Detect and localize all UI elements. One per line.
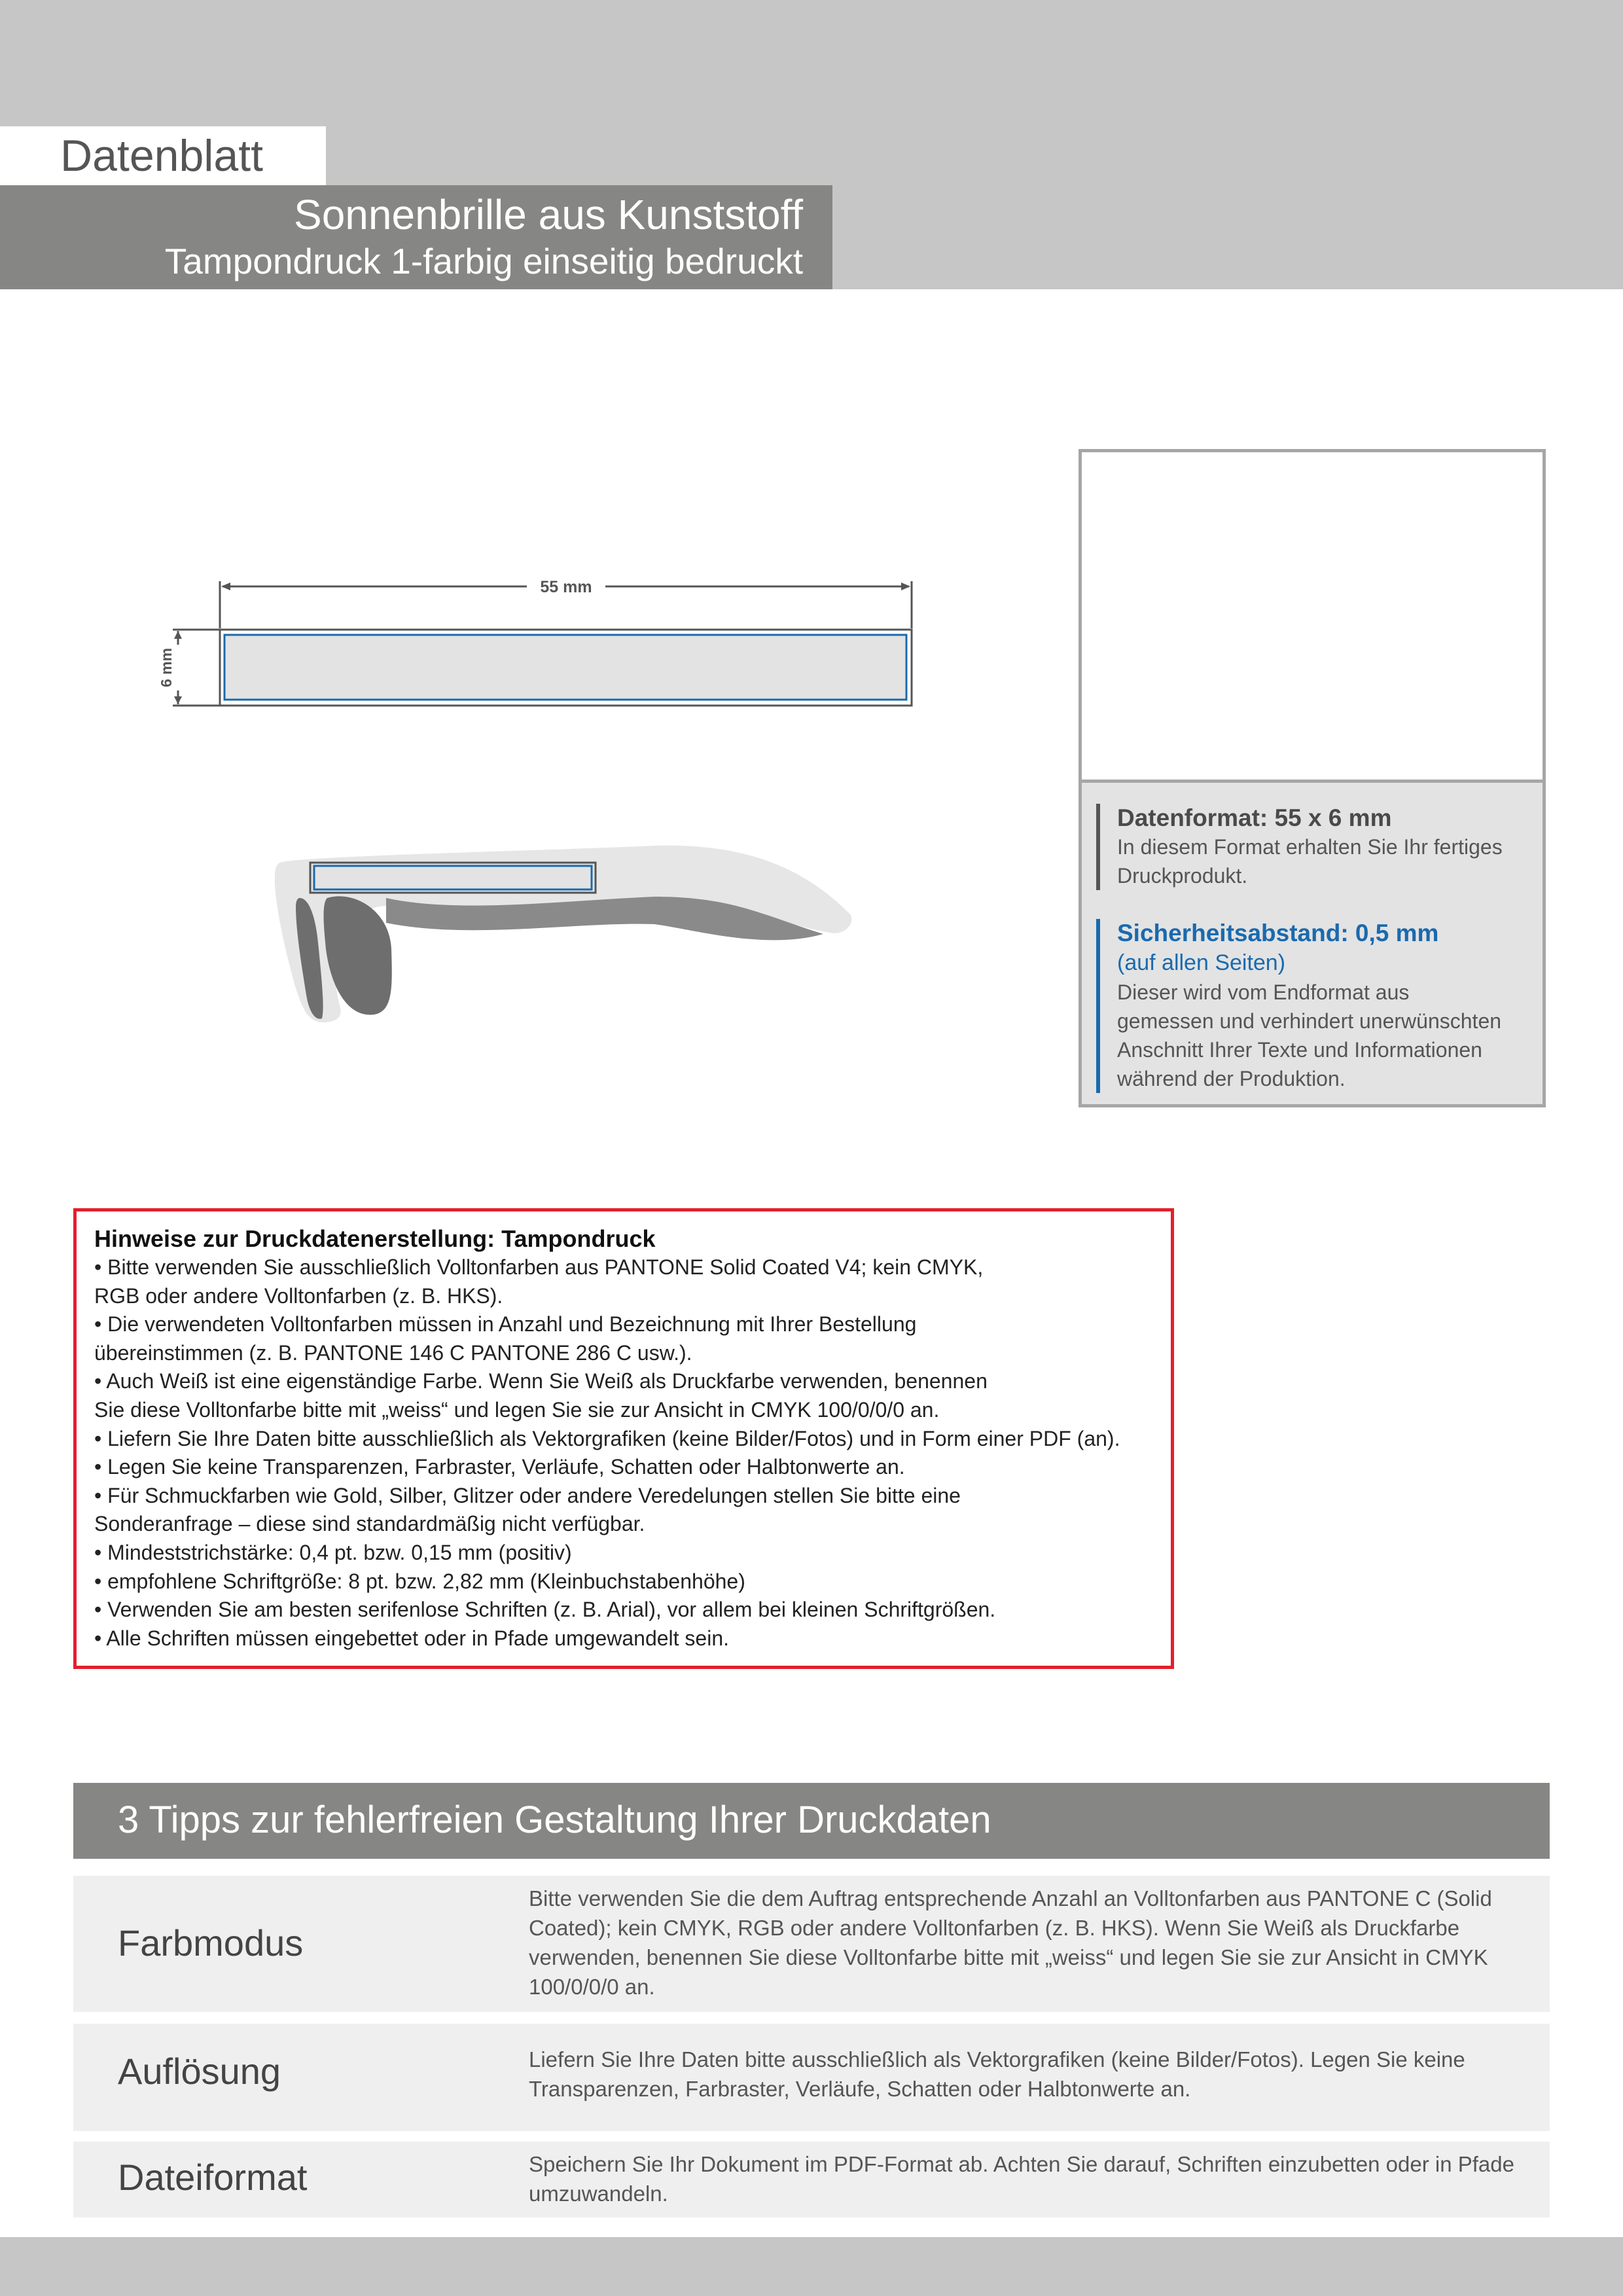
width-label: 55 mm xyxy=(540,578,592,596)
tip-label: Auflösung xyxy=(118,2051,281,2092)
print-note-line: • Bitte verwenden Sie ausschließlich Volltonfarben aus PANTONE Solid Coated V4; kein CMYK, xyxy=(94,1255,984,1279)
product-title: Sonnenbrille aus Kunststoff xyxy=(294,191,803,238)
safety-margin-title: Sicherheitsabstand: 0,5 mm xyxy=(1117,920,1439,946)
print-note-line: Sie diese Volltonfarbe bitte mit „weiss“ und legen Sie sie zur Ansicht in CMYK 100/0/0/0 an. xyxy=(94,1397,940,1422)
print-note-line: • Mindeststrichstärke: 0,4 pt. bzw. 0,15 mm (positiv) xyxy=(94,1540,572,1564)
tip-row-dateiformat xyxy=(73,2142,1550,2217)
format-info xyxy=(1082,780,1543,1104)
sunglasses-illustration xyxy=(275,846,852,1022)
print-notes-box xyxy=(73,1208,1174,1669)
print-note-line: • Alle Schriften müssen eingebettet oder in Pfade umgewandelt sein. xyxy=(94,1626,730,1650)
data-format-text: In diesem Format erhalten Sie Ihr fertiges Druckprodukt. xyxy=(1117,835,1503,888)
tip-text: Speichern Sie Ihr Dokument im PDF-Format ab. Achten Sie darauf, Schriften einzubetten oder in Pfade umzuwandeln. xyxy=(529,2152,1514,2206)
safety-area xyxy=(224,635,906,700)
tips-header xyxy=(73,1783,1550,1859)
print-note-line: • Für Schmuckfarben wie Gold, Silber, Glitzer oder andere Veredelungen stellen Sie bitte eine xyxy=(94,1483,961,1507)
footer-band xyxy=(0,2237,1623,2296)
format-info-panel xyxy=(1079,449,1546,1107)
tip-text: Liefern Sie Ihre Daten bitte ausschließlich als Vektorgrafiken (keine Bilder/Fotos). Legen Sie keine Transparenzen, Farbraster, Verläufe, Schatten oder Halbtonwerte an. xyxy=(529,2047,1465,2101)
height-dimension xyxy=(157,630,220,706)
tip-row-farbmodus xyxy=(73,1876,1550,2012)
print-note-line: • empfohlene Schriftgröße: 8 pt. bzw. 2,82 mm (Kleinbuchstabenhöhe) xyxy=(94,1569,745,1593)
tip-label: Dateiformat xyxy=(118,2157,308,2198)
print-note-line: • Legen Sie keine Transparenzen, Farbraster, Verläufe, Schatten oder Halbtonwerte an. xyxy=(94,1455,905,1479)
print-note-line: übereinstimmen (z. B. PANTONE 146 C PANTONE 286 C usw.). xyxy=(94,1340,692,1365)
print-notes-title: Hinweise zur Druckdatenerstellung: Tampondruck xyxy=(94,1225,656,1252)
height-label: 6 mm xyxy=(158,647,175,688)
safety-margin-text: Dieser wird vom Endformat aus gemessen und verhindert unerwünschten Anschnitt Ihrer Texte und Informationen während der Produktion. xyxy=(1117,980,1502,1090)
document-label-text: Datenblatt xyxy=(60,131,263,181)
safety-margin-block xyxy=(1096,919,1510,1093)
print-note-line: • Auch Weiß ist eine eigenständige Farbe. Wenn Sie Weiß als Druckfarbe verwenden, benennen xyxy=(94,1369,988,1393)
safety-margin-subtitle: (auf allen Seiten) xyxy=(1117,950,1286,975)
print-note-line: Sonderanfrage – diese sind standardmäßig nicht verfügbar. xyxy=(94,1512,645,1536)
tips-title: 3 Tipps zur fehlerfreien Gestaltung Ihrer Druckdaten xyxy=(118,1799,991,1841)
print-note-line: • Verwenden Sie am besten serifenlose Schriften (z. B. Arial), vor allem bei kleinen Schriftgrößen. xyxy=(94,1598,996,1622)
width-dimension xyxy=(220,578,912,628)
print-note-line: • Liefern Sie Ihre Daten bitte ausschließlich als Vektorgrafiken (keine Bilder/Fotos) und in Form einer PDF (an). xyxy=(94,1426,1120,1450)
data-format-title: Datenformat: 55 x 6 mm xyxy=(1117,804,1392,831)
print-note-line: • Die verwendeten Volltonfarben müssen in Anzahl und Bezeichnung mit Ihrer Bestellung xyxy=(94,1312,917,1336)
sunglasses-print-area xyxy=(310,863,596,893)
product-subtitle: Tampondruck 1-farbig einseitig bedruckt xyxy=(164,241,803,281)
tip-text: Bitte verwenden Sie die dem Auftrag entsprechende Anzahl an Volltonfarben aus PANTONE C (Solid Coated); kein CMYK, RGB oder andere Volltonfarben (z. B. HKS). Wenn Sie Weiß als Druckfarbe verwenden, benennen Sie diese Volltonfarbe bitte mit „weiss“ und legen Sie sie zur Ansicht in CMYK 100/0/0/0 an. xyxy=(529,1886,1492,1999)
tip-label: Farbmodus xyxy=(118,1922,304,1964)
print-note-line: RGB oder andere Volltonfarben (z. B. HKS). xyxy=(94,1283,503,1308)
data-format-block xyxy=(1096,804,1510,890)
tip-row-aufloesung xyxy=(73,2024,1550,2131)
